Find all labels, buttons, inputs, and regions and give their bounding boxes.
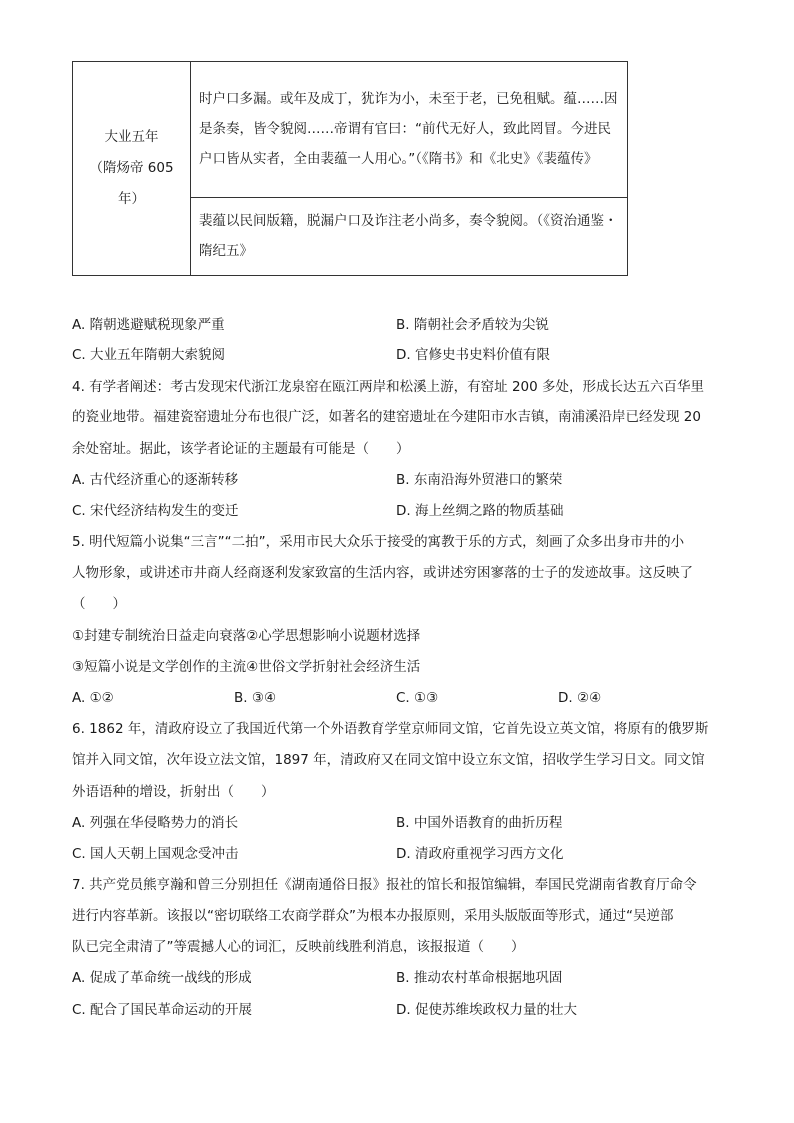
q7-option-c[interactable]: C. 配合了国民革命运动的开展	[72, 1002, 253, 1018]
q6-stem-line: 6. 1862 年，清政府设立了我国近代第一个外语教育学堂京师同文馆，它首先设立英文馆，将原有的俄罗斯	[72, 721, 709, 737]
q5-stem-line: 人物形象，或讲述市井商人经商逐利发家致富的生活内容，或讲述穷困寥落的士子的发迹故事。这反映了	[72, 565, 693, 581]
q7-stem-line: 7. 共产党员熊亨瀚和曾三分别担任《湖南通俗日报》报社的馆长和报馆编辑，奉国民党湖南省教育厅命令	[72, 877, 697, 893]
q3-option-a[interactable]: A. 隋朝逃避赋税现象严重	[72, 317, 225, 333]
q7-option-b[interactable]: B. 推动农村革命根据地巩固	[396, 970, 563, 986]
q4-stem-line: 余处窑址。据此，该学者论证的主题最有可能是（ ）	[72, 441, 410, 457]
source-table	[72, 61, 628, 276]
q6-stem-line: 外语语种的增设，折射出（ ）	[72, 784, 275, 800]
q7-option-d[interactable]: D. 促使苏维埃政权力量的壮大	[396, 1002, 577, 1018]
year-line: 大业五年	[104, 129, 159, 145]
q3-option-c[interactable]: C. 大业五年隋朝大索貌阅	[72, 347, 226, 363]
q5-stem-line: （ ）	[72, 596, 126, 612]
year-line: （隋炀帝 605	[89, 160, 174, 176]
q4-option-c[interactable]: C. 宋代经济结构发生的变迁	[72, 503, 239, 519]
q6-option-b[interactable]: B. 中国外语教育的曲折历程	[396, 815, 563, 831]
q4-stem-line: 4. 有学者阐述：考古发现宋代浙江龙泉窑在瓯江两岸和松溪上游，有窑址 200 多处，形成长达五六百华里	[72, 379, 705, 395]
q4-stem-line: 的瓷业地带。福建瓷窑遗址分布也很广泛，如著名的建窑遗址在今建阳市水吉镇，南浦溪沿岸已经发现 20	[72, 409, 701, 425]
quote-suishu: 时户口多漏。或年及成丁，犹诈为小，未至于老，已免租赋。蕴……因是条奏，皆令貌阅……帝谓有官曰：“前代无好人，致此罔冒。今进民户口皆从实者，全由裴蕴一人用心。”（《隋书》和《北史》《裴蕴传》	[191, 62, 628, 198]
q7-stem-line: 队已完全肃清了”等震撼人心的词汇，反映前线胜利消息，该报报道（ ）	[72, 939, 525, 955]
q7-option-a[interactable]: A. 促成了革命统一战线的形成	[72, 970, 252, 986]
q5-statement-line: ①封建专制统治日益走向衰落②心学思想影响小说题材选择	[72, 628, 421, 644]
q7-stem-line: 进行内容革新。该报以“密切联络工农商学群众”为根本办报原则，采用头版版面等形式，通过“吴逆部	[72, 908, 674, 924]
q4-option-d[interactable]: D. 海上丝绸之路的物质基础	[396, 503, 564, 519]
q4-option-a[interactable]: A. 古代经济重心的逐渐转移	[72, 472, 239, 488]
q6-option-c[interactable]: C. 国人天朝上国观念受冲击	[72, 846, 239, 862]
year-line: 年）	[118, 191, 145, 207]
quote-zizhitongjian: 裴蕴以民间版籍，脱漏户口及诈注老小尚多，奏令貌阅。（《资治通鉴・隋纪五》	[191, 198, 628, 276]
q3-option-b[interactable]: B. 隋朝社会矛盾较为尖锐	[396, 317, 549, 333]
q4-option-b[interactable]: B. 东南沿海外贸港口的繁荣	[396, 472, 563, 488]
year-cell	[73, 62, 191, 276]
q5-option-d[interactable]: D. ②④	[558, 690, 602, 706]
q6-option-a[interactable]: A. 列强在华侵略势力的消长	[72, 815, 239, 831]
q6-option-d[interactable]: D. 清政府重视学习西方文化	[396, 846, 564, 862]
q5-option-b[interactable]: B. ③④	[234, 690, 277, 706]
q6-stem-line: 馆并入同文馆，次年设立法文馆，1897 年，清政府又在同文馆中设立东文馆，招收学生学习日文。同文馆	[72, 752, 705, 768]
q5-statement-line: ③短篇小说是文学创作的主流④世俗文学折射社会经济生活	[72, 659, 421, 675]
q5-stem-line: 5. 明代短篇小说集“三言”“二拍”，采用市民大众乐于接受的寓教于乐的方式，刻画了众多出身市井的小	[72, 534, 685, 550]
q5-option-c[interactable]: C. ①③	[396, 690, 439, 706]
q3-option-d[interactable]: D. 官修史书史料价值有限	[396, 347, 550, 363]
q5-option-a[interactable]: A. ①②	[72, 690, 114, 706]
